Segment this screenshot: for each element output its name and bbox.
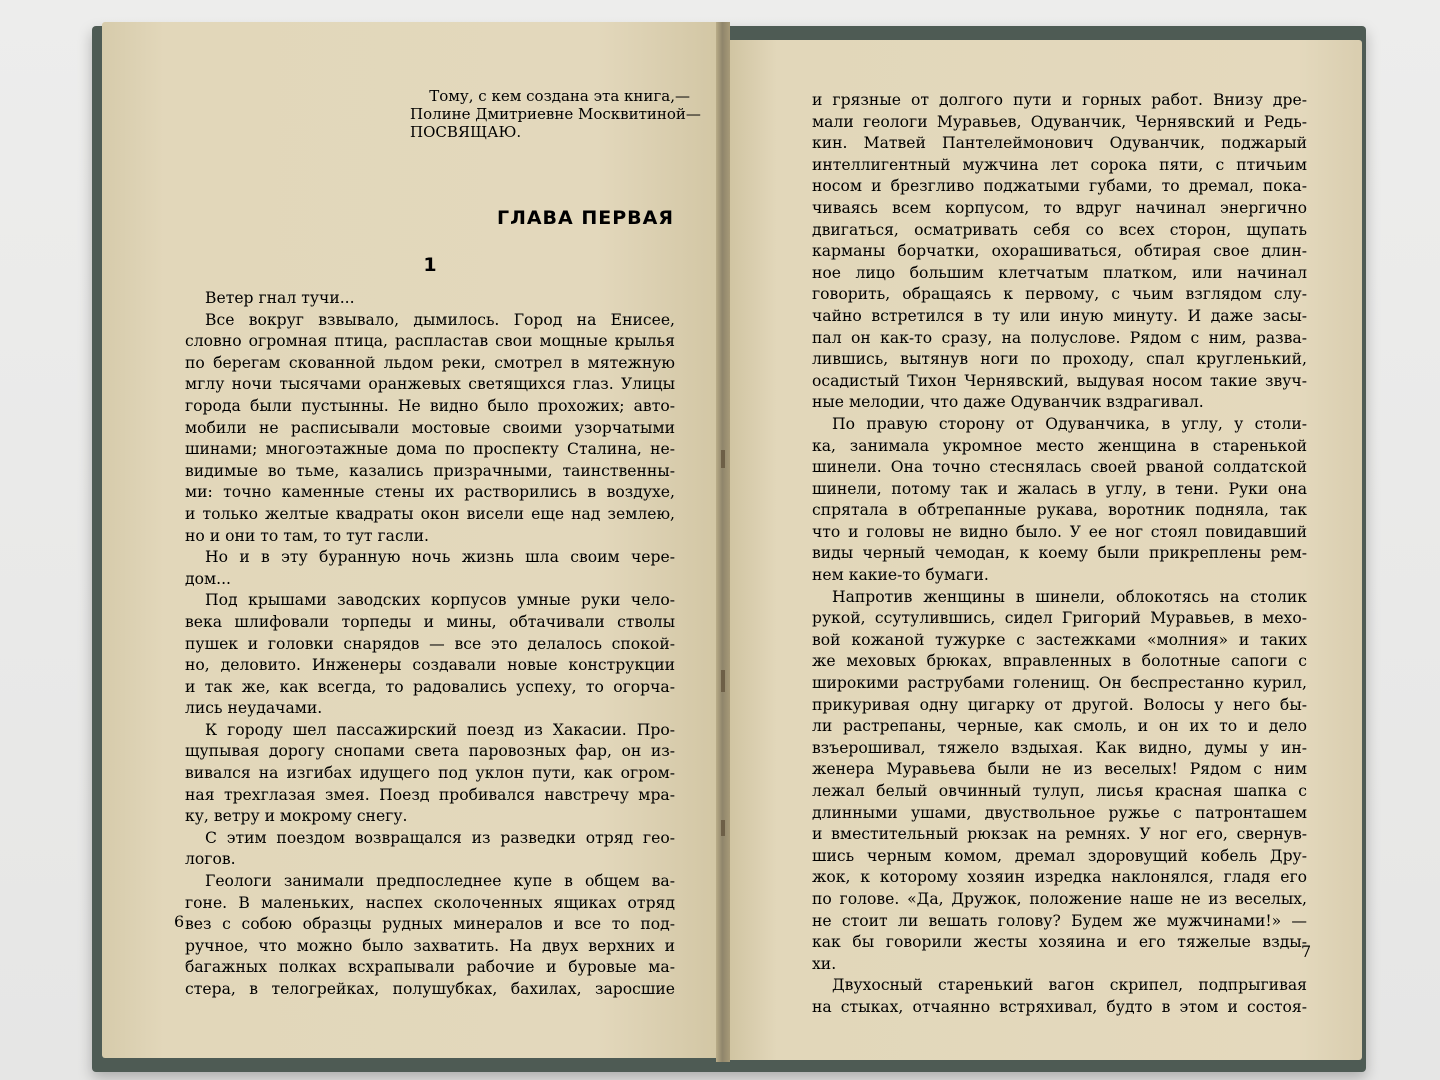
dedication (410, 87, 701, 141)
text-line: словно огромная птица, распластав свои мощные крылья (185, 332, 675, 351)
text-line: шинели. Она точно стеснялась своей рваной солдатской (812, 458, 1307, 477)
text-line: и только желтые квадраты окон висели еще над землею, (185, 504, 675, 523)
text-line: широкими раструбами голенищ. Он беспрестанно курил, (812, 674, 1307, 693)
text-line: по берегам скованной льдом реки, смотрел в мятежную (185, 353, 675, 372)
text-line: жок, к которому хозяин изредка наклонялся, гладя его (812, 868, 1307, 887)
text-line: вивался на изгибах идущего под уклон пути, как огром- (185, 764, 675, 783)
section-number: 1 (423, 254, 437, 276)
text-line: ручное, что можно было захватить. На двух верхних и (185, 936, 675, 955)
text-line: спрятала в обтрепанные рукава, воротник подняла, так (812, 501, 1307, 520)
text-line: чайно встретился в ту или иную минуту. И даже засы- (812, 306, 1307, 325)
page-number-left: 6 (174, 912, 185, 931)
text-line: говорить, обращаясь к первому, с чьим взглядом слу- (812, 285, 1307, 304)
text-line: шинами; многоэтажные дома по проспекту Сталина, не- (185, 440, 675, 459)
text-line: пал он как-то сразу, на полуслове. Рядом с ним, разва- (812, 328, 1307, 347)
page-number-right: 7 (1301, 942, 1312, 961)
text-line: вез с собою образцы рудных минералов и все то под- (185, 915, 675, 934)
text-line: и так же, как всегда, то радовались успеху, то огорча- (185, 677, 675, 696)
chapter-title: ГЛАВА ПЕРВАЯ (496, 207, 674, 229)
text-line: мобили не расписывали мостовые своими узорчатыми (185, 418, 675, 437)
text-line: как бы говорили жесты хозяина и его тяжелые взды- (812, 933, 1307, 952)
text-line: логов. (185, 850, 236, 869)
text-line: ку, ветру и мокрому снегу. (185, 807, 408, 826)
book-spine-gutter (716, 22, 730, 1062)
text-line: лись неудачами. (185, 699, 323, 718)
text-line: но и они то там, то тут гасли. (185, 526, 429, 545)
text-line: же меховых брюках, вправленных в болотные сапоги с (812, 652, 1307, 671)
text-line: города были пустынны. Не видно было прохожих; авто- (185, 396, 675, 415)
text-line: что и головы не видно было. У ее ног стоял повидавший (812, 522, 1307, 541)
text-line: щупывая дорогу снопами света паровозных фар, он из- (185, 742, 675, 761)
text-line: двигаться, осматривать себя со всех сторон, щупать (812, 220, 1307, 239)
text-line: ми: точно каменные стены их растворились в воздухе, (185, 483, 675, 502)
text-line: пушек и головки снарядов — все это делалось спокой- (185, 634, 675, 653)
text-line: дом... (185, 569, 231, 588)
text-line: вой кожаной тужурке с застежками «молния» и таких (812, 630, 1307, 649)
text-line: Ветер гнал тучи... (205, 289, 355, 307)
text-line: видимые во тьме, казались призрачными, таинственны- (185, 461, 675, 480)
text-line: Геологи занимали предпоследнее купе в общем ва- (205, 872, 675, 891)
text-line: ное лицо большим клетчатым платком, или начинал (812, 263, 1307, 282)
text-line: По правую сторону от Одуванчика, в углу, у столи- (832, 414, 1307, 433)
text-line: женера Муравьева были не из веселых! Рядом с ним (812, 760, 1307, 779)
text-line: века шлифовали торпеды и мины, обтачивали стволы (185, 612, 675, 631)
text-line: носом и брезгливо поджатыми губами, то дремал, пока- (812, 177, 1307, 196)
text-line: чиваясь всем корпусом, то вдруг начинал энергично (812, 198, 1307, 217)
text-line: гоне. В маленьких, наспех сколоченных ящиках отряд (185, 893, 675, 912)
text-line: Под крышами заводских корпусов умные руки чело- (205, 591, 675, 610)
text-line: рукой, ссутулившись, сидел Григорий Муравьев, в мехо- (812, 609, 1307, 628)
text-line: по голове. «Да, Дружок, положение наше не из веселых, (812, 889, 1307, 908)
text-line: Двухосный старенький вагон скрипел, подпрыгивая (832, 976, 1307, 995)
text-line: прикуривая одну цигарку от другой. Волосы у него бы- (812, 695, 1307, 714)
left-page-body (185, 288, 675, 1001)
dedication-line: Полине Дмитриевне Москвитиной— (410, 105, 701, 123)
text-line: длинными ушами, двуствольное ружье с патронташем (812, 803, 1307, 822)
text-line: лежал белый овчинный тулуп, лисья красная шапка с (812, 782, 1307, 800)
text-line: мглу ночи тысячами оранжевых светящихся глаз. Улицы (185, 375, 675, 394)
binding-stitch (721, 450, 725, 468)
text-line: ная трехглазая змея. Поезд пробивался навстречу мра- (185, 785, 675, 804)
dedication-line: ПОСВЯЩАЮ. (410, 123, 522, 141)
text-line: на стыках, отчаянно встряхивал, будто в этом и состоя- (812, 997, 1307, 1016)
text-line: К городу шел пассажирский поезд из Хакасии. Про- (205, 720, 675, 739)
text-line: мали геологи Муравьев, Одуванчик, Чернявский и Редь- (812, 112, 1307, 131)
text-line: не стоит ли вешать голову? Будем же мужчинами!» — (812, 911, 1307, 930)
text-line: Все вокруг взвывало, дымилось. Город на Енисее, (205, 310, 675, 329)
text-line: и грязные от долгого пути и горных работ. Внизу дре- (812, 91, 1307, 109)
text-line: Но и в эту буранную ночь жизнь шла своим чере- (205, 548, 675, 567)
text-line: шинели, потому так и жалась в углу, в тени. Руки она (812, 479, 1307, 498)
text-line: Напротив женщины в шинели, облокотясь на столик (832, 587, 1307, 606)
text-line: ли растрепаны, черные, как смоль, и он их то и дело (812, 717, 1307, 736)
text-line: хи. (812, 954, 837, 973)
text-line: ные мелодии, что даже Одуванчик вздрагивал. (812, 393, 1204, 412)
text-line: осадистый Тихон Чернявский, выдувая носом такие звуч- (812, 371, 1307, 390)
text-line: шись черным комом, дремал здоровущий кобель Дру- (812, 846, 1307, 865)
dedication-line: Тому, с кем создана эта книга,— (429, 87, 690, 105)
right-page-body (812, 90, 1307, 1019)
binding-stitch (721, 670, 725, 692)
text-line: стера, в телогрейках, полушубках, бахилах, заросшие (185, 980, 675, 998)
text-line: лившись, вытянув ноги по проходу, спал кругленький, (812, 350, 1307, 369)
text-line: багажных полках всхрапывали рабочие и буровые ма- (185, 958, 675, 977)
text-line: интеллигентный мужчина лет сорока пяти, с птичьим (812, 155, 1307, 174)
text-line: и вместительный рюкзак на ремнях. У ног его, свернув- (812, 825, 1307, 844)
text-line: карманы борчатки, охорашиваться, обтирая свое длин- (812, 242, 1307, 261)
binding-stitch (721, 820, 725, 836)
text-line: кин. Матвей Пантелеймонович Одуванчик, поджарый (812, 134, 1307, 153)
text-line: взъерошивал, тяжело вздыхая. Как видно, думы у ин- (812, 738, 1307, 757)
text-line: но, деловито. Инженеры создавали новые конструкции (185, 656, 675, 675)
text-line: виды черный чемодан, к коему были прикреплены рем- (812, 544, 1307, 563)
text-line: С этим поездом возвращался из разведки отряд гео- (205, 828, 675, 847)
text-line: ка, занимала укромное место женщина в старенькой (812, 436, 1307, 455)
text-line: нем какие-то бумаги. (812, 566, 989, 585)
